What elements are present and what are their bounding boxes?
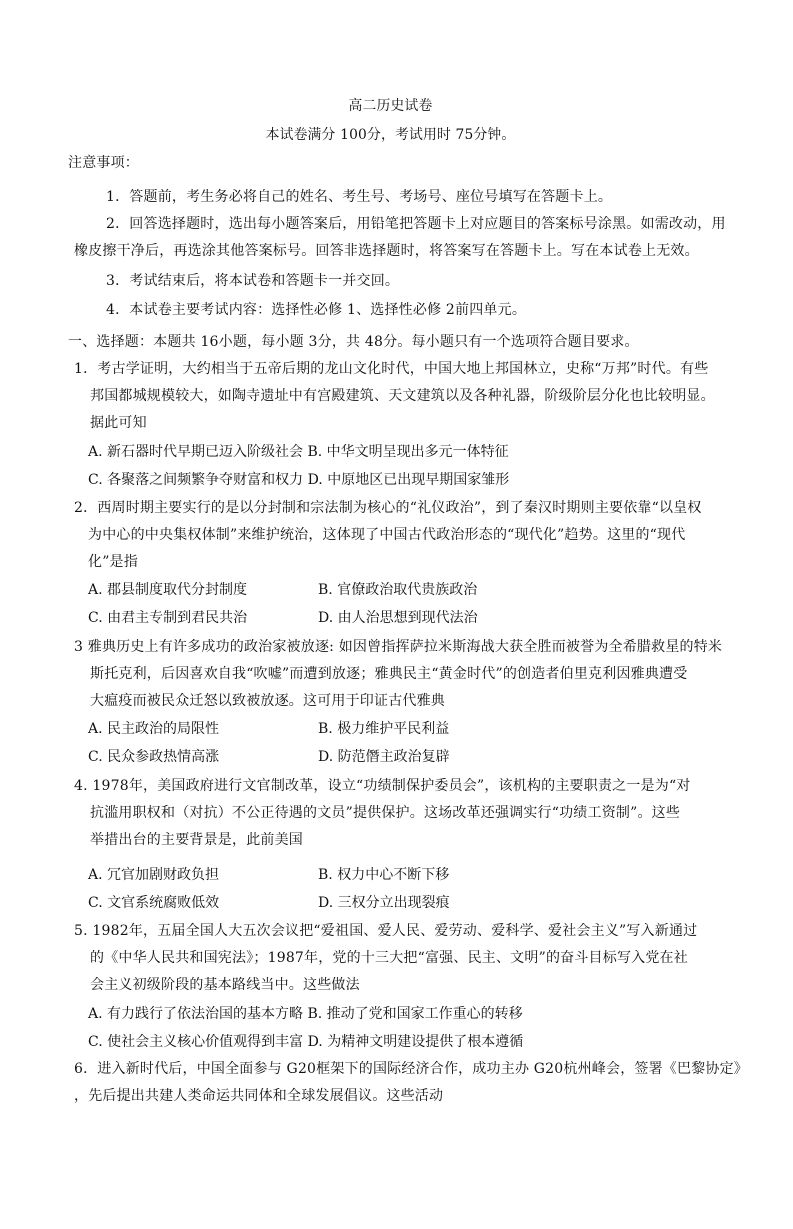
q5-line-3: 会主义初级阶段的基本路线当中。这些做法 xyxy=(90,977,360,993)
note-3: 3．考试结束后，将本试卷和答题卡一并交回。 xyxy=(106,273,400,289)
q2-option-c: C. 由君主专制到君民共治 xyxy=(88,610,248,626)
note-2-line-2: 橡皮擦干净后，再选涂其他答案标号。回答非选择题时，将答案写在答题卡上。写在本试卷上无效。 xyxy=(74,243,699,259)
note-2-line-1: 2．回答选择题时，选出每小题答案后，用铅笔把答题卡上对应题目的答案标号涂黑。如需改动，用 xyxy=(106,216,726,232)
q3-option-d: D. 防范僭主政治复辟 xyxy=(318,749,450,765)
q1-options-cd: C. 各聚落之间频繁争夺财富和权力 D. 中原地区已出现早期国家雏形 xyxy=(88,472,510,488)
q1-line-3: 据此可知 xyxy=(90,415,147,431)
q2-option-d: D. 由人治思想到现代法治 xyxy=(318,610,478,626)
q4-option-b: B. 权力中心不断下移 xyxy=(318,867,450,883)
q1-line-2: 邦国都城规模较大，如陶寺遗址中有宫殿建筑、天文建筑以及各种礼器，阶级阶层分化也比较明显。 xyxy=(90,388,715,404)
q4-line-2: 抗滥用职权和（对抗）不公正待遇的文员”提供保护。这场改革还强调实行“功绩工资制”。这些 xyxy=(90,805,681,821)
note-4: 4．本试卷主要考试内容：选择性必修 1、选择性必修 2前四单元。 xyxy=(106,302,527,318)
q1-line-1: 1．考古学证明，大约相当于五帝后期的龙山文化时代，中国大地上邦国林立，史称“万邦”时代。有些 xyxy=(74,361,709,377)
q3-line-1: 3 雅典历史上有许多成功的政治家被放逐: 如因曾指挥萨拉米斯海战大获全胜而被誉为全希腊救星的特米 xyxy=(74,639,723,655)
notes-heading: 注意事项： xyxy=(68,155,139,171)
exam-title: 高二历史试卷 xyxy=(348,98,433,114)
q6-line-1: 6．进入新时代后，中国全面参与 G20框架下的国际经济合作，成功主办 G20杭州峰会，签署《巴黎协定》 xyxy=(74,1061,749,1077)
q6-line-2: ，先后提出共建人类命运共同体和全球发展倡议。这些活动 xyxy=(74,1088,444,1104)
q5-options-ab: A. 有力践行了依法治国的基本方略 B. 推动了党和国家工作重心的转移 xyxy=(88,1006,523,1022)
exam-subtitle: 本试卷满分 100分，考试用时 75分钟。 xyxy=(265,127,516,143)
q3-option-a: A. 民主政治的局限性 xyxy=(88,721,220,737)
q3-option-c: C. 民众参政热情高涨 xyxy=(88,749,220,765)
q2-line-3: 化”是指 xyxy=(88,554,138,570)
q3-line-2: 斯托克利，后因喜欢自我“吹嘘”而遭到放逐；雅典民主“黄金时代”的创造者伯里克利因雅典遭受 xyxy=(90,666,688,682)
q5-line-2: 的《中华人民共和国宪法》；1987年，党的十三大把“富强、民主、文明”的奋斗目标写入党在社 xyxy=(90,950,688,966)
note-1: 1．答题前，考生务必将自己的姓名、考生号、考场号、座位号填写在答题卡上。 xyxy=(106,189,613,205)
q4-option-d: D. 三权分立出现裂痕 xyxy=(318,895,450,911)
q4-option-a: A. 冗官加剧财政负担 xyxy=(88,867,220,883)
q4-line-1: 4. 1978年，美国政府进行文官制改革，设立“功绩制保护委员会”，该机构的主要职责之一是为“对 xyxy=(74,778,691,794)
q4-option-c: C. 文官系统腐败低效 xyxy=(88,895,220,911)
q2-line-1: 2．西周时期主要实行的是以分封制和宗法制为核心的“礼仪政治”，到了秦汉时期则主要依靠“以皇权 xyxy=(74,500,702,516)
q3-option-b: B. 极力维护平民利益 xyxy=(318,721,450,737)
q5-options-cd: C. 使社会主义核心价值观得到丰富 D. 为精神文明建设提供了根本遵循 xyxy=(88,1034,524,1050)
q2-option-a: A. 郡县制度取代分封制度 xyxy=(88,582,248,598)
q3-line-3: 大瘟疫而被民众迁怒以致被放逐。这可用于印证古代雅典 xyxy=(90,693,445,709)
section-heading: 一、选择题：本题共 16小题，每小题 3分，共 48分。每小题只有一个选项符合题目要求。 xyxy=(68,334,639,350)
q1-options-ab: A. 新石器时代早期已迈入阶级社会 B. 中华文明呈现出多元一体特征 xyxy=(88,444,509,460)
q2-line-2: 为中心的中央集权体制”来维护统治，这体现了中国古代政治形态的“现代化”趋势。这里的“现代 xyxy=(88,527,686,543)
q4-line-3: 举措出台的主要背景是，此前美国 xyxy=(90,832,303,848)
q2-option-b: B. 官僚政治取代贵族政治 xyxy=(318,582,478,598)
q5-line-1: 5. 1982年，五届全国人大五次会议把“爱祖国、爱人民、爱劳动、爱科学、爱社会主义”写入新通过 xyxy=(74,923,698,939)
